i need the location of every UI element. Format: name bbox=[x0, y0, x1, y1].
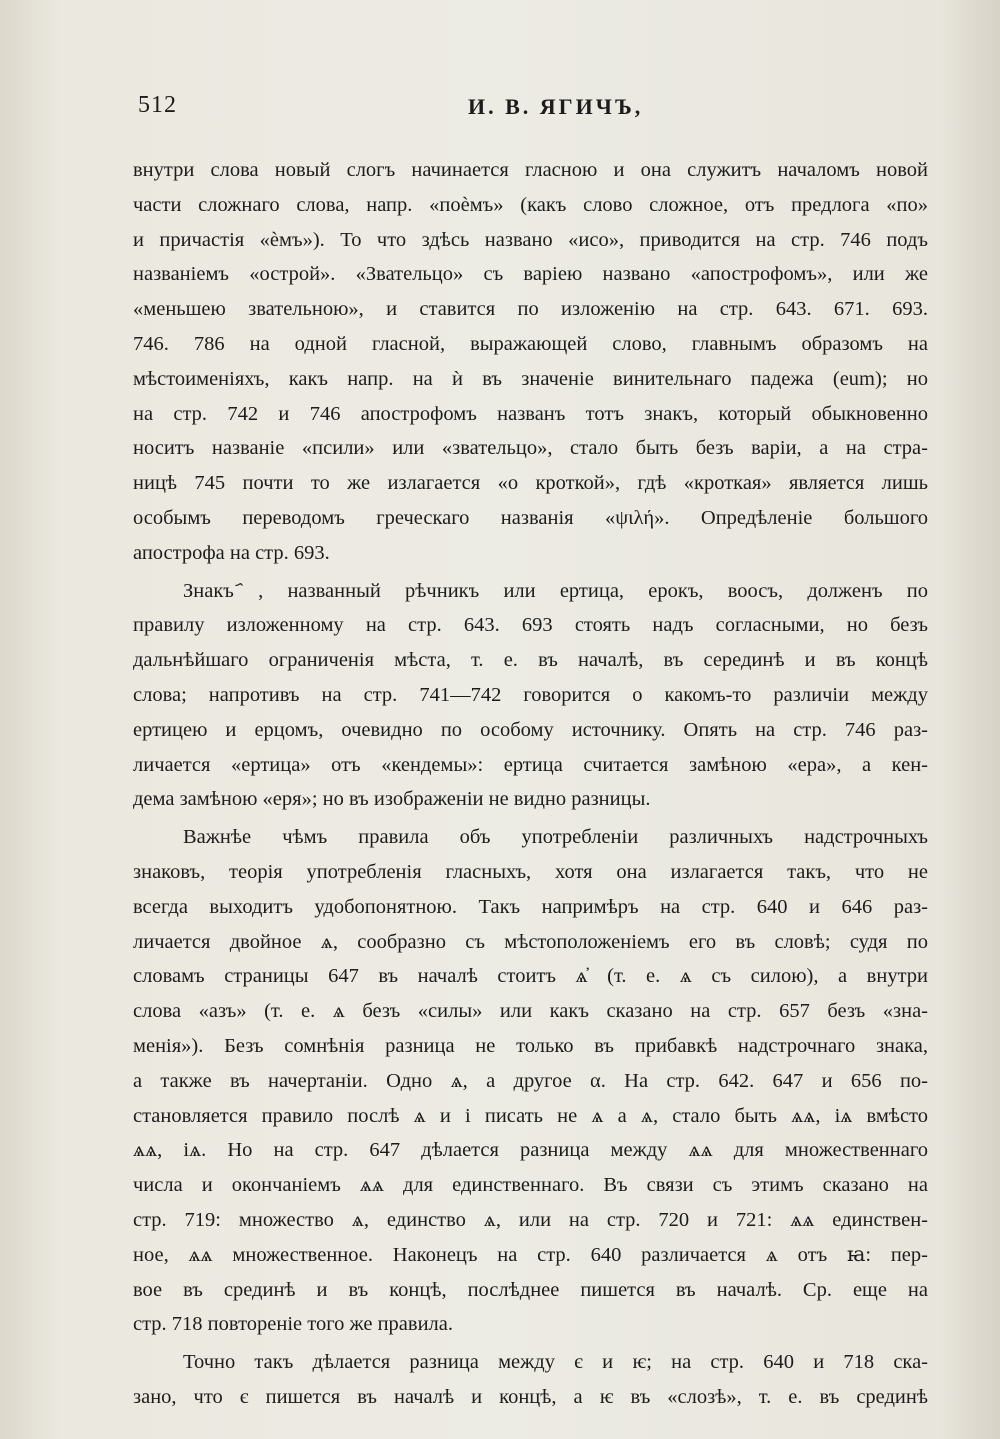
text-line: носитъ названіе «псили» или «звательцо», стало быть безъ варіи, а на стра- bbox=[133, 437, 928, 460]
paragraph bbox=[133, 1345, 928, 1415]
body-text bbox=[133, 153, 928, 1415]
text-line: на стр. 742 и 746 апострофомъ названъ тотъ знакъ, который обыкновенно bbox=[133, 402, 928, 425]
text-line: и причастія «ѐмъ»). То что здѣсь названо «исо», приводится на стр. 746 подъ bbox=[133, 228, 928, 251]
text-line: а также въ начертаніи. Одно ѧ, а другое α. На стр. 642. 647 и 656 по- bbox=[133, 1069, 928, 1092]
text-line: числа и окончаніемъ ѧѧ для единственнаго. Въ связи съ этимъ сказано на bbox=[133, 1174, 928, 1197]
text-line: личается двойное ѧ, сообразно съ мѣстоположеніемъ его въ словѣ; судя по bbox=[133, 930, 928, 953]
text-line: слова; напротивъ на стр. 741—742 говорится о какомъ-то различіи между bbox=[133, 683, 928, 706]
text-line: апострофа на стр. 693. bbox=[133, 541, 330, 564]
text-line: становляется правило послѣ ѧ и і писать не ѧ а ѧ, стало быть ѧѧ, іѧ вмѣсто bbox=[133, 1104, 928, 1127]
text-line: вое въ срединѣ и въ концѣ, послѣднее пишется въ началѣ. Ср. еще на bbox=[133, 1278, 928, 1301]
text-line: ертицею и ерцомъ, очевидно по особому источнику. Опять на стр. 746 раз- bbox=[133, 718, 928, 741]
paragraph bbox=[133, 820, 928, 1342]
text-line: знаковъ, теорія употребленія гласныхъ, хотя она излагается такъ, что не bbox=[133, 860, 928, 883]
text-line: Важнѣе чѣмъ правила объ употребленіи различныхъ надстрочныхъ bbox=[183, 826, 928, 849]
text-line: ное, ѧѧ множественное. Наконецъ на стр. 640 различается ѧ отъ ꙗ: пер- bbox=[133, 1243, 928, 1266]
text-line: «меньшею звательною», и ставится по изложенію на стр. 643. 671. 693. bbox=[133, 298, 928, 321]
text-line: правилу изложенному на стр. 643. 693 стоять надъ согласными, но безъ bbox=[133, 614, 928, 637]
text-line: личается «ертица» отъ «кендемы»: ертица считается замѣною «ера», а кен- bbox=[133, 753, 928, 776]
text-line: менія»). Безъ сомнѣнія разница не только въ прибавкѣ надстрочнаго знака, bbox=[133, 1034, 928, 1057]
text-line: всегда выходитъ удобопонятною. Такъ напримѣръ на стр. 640 и 646 раз- bbox=[133, 895, 928, 918]
text-line: ѧѧ, іѧ. Но на стр. 647 дѣлается разница между ѧѧ для множественнаго bbox=[133, 1139, 928, 1162]
text-line: внутри слова новый слогъ начинается гласною и она служитъ началомъ новой bbox=[133, 159, 928, 181]
page-header bbox=[138, 92, 928, 132]
page-number: 512 bbox=[138, 92, 177, 118]
text-line: мѣстоименіяхъ, какъ напр. на ѝ въ значеніе винительнаго падежа (eum); но bbox=[133, 367, 928, 390]
text-line: Знакъ ҄, названный рѣчникъ или ертица, ерокъ, воосъ, долженъ по bbox=[183, 579, 928, 602]
text-line: дальнѣйшаго ограниченія мѣста, т. е. въ началѣ, въ серединѣ и въ концѣ bbox=[133, 649, 928, 672]
text-line: Точно такъ дѣлается разница между є и ѥ; на стр. 640 и 718 ска- bbox=[183, 1351, 928, 1374]
text-line: слова «азъ» (т. е. ѧ безъ «силы» или какъ сказано на стр. 657 безъ «зна- bbox=[133, 1000, 928, 1023]
text-line: 746. 786 на одной гласной, выражающей слово, главнымъ образомъ на bbox=[133, 332, 928, 355]
text-line: ницѣ 745 почти то же излагается «о кроткой», гдѣ «кроткая» является лишь bbox=[133, 472, 928, 495]
text-line: зано, что є пишется въ началѣ и концѣ, а ѥ въ «слозѣ», т. е. въ срединѣ bbox=[133, 1385, 928, 1408]
paragraph bbox=[133, 574, 928, 818]
text-line: особымъ переводомъ греческаго названія «ψιλή». Опредѣленіе большого bbox=[133, 506, 928, 529]
text-line: стр. 719: множество ѧ, единство ѧ, или на стр. 720 и 721: ѧѧ единствен- bbox=[133, 1208, 928, 1231]
text-line: словамъ страницы 647 въ началѣ стоитъ ѧ̓ (т. е. ѧ съ силою), а внутри bbox=[133, 965, 928, 988]
text-line: части сложнаго слова, напр. «поѐмъ» (какъ слово сложное, отъ предлога «по» bbox=[133, 193, 928, 216]
text-line: дема замѣною «еря»; но въ изображеніи не видно разницы. bbox=[133, 788, 651, 811]
paragraph bbox=[133, 153, 928, 571]
text-line: названіемъ «острой». «Звательцо» съ варіею названо «апострофомъ», или же bbox=[133, 263, 928, 286]
text-line: стр. 718 повтореніе того же правила. bbox=[133, 1313, 454, 1336]
running-head: И. В. ЯГИЧЪ, bbox=[468, 94, 644, 119]
